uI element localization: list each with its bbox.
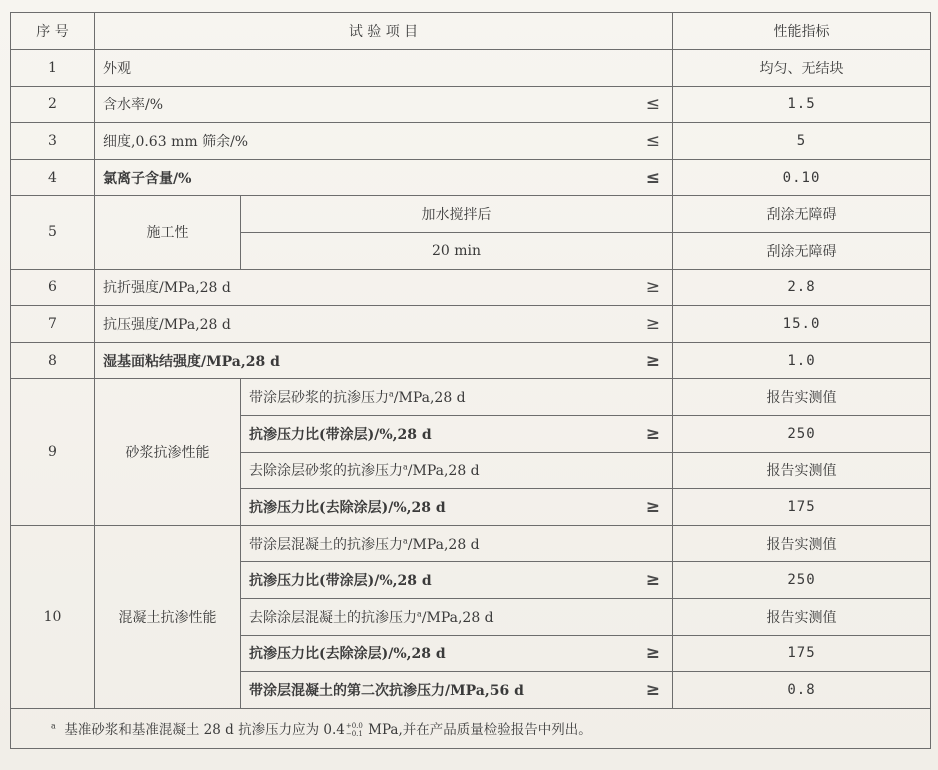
row-value: 均匀、无结块: [673, 50, 931, 87]
sub-item-name: 抗渗压力比(去除涂层)/%,28 d: [249, 646, 446, 663]
table-row: [11, 306, 931, 343]
comparison-symbol: ≥: [645, 350, 661, 371]
row-value: 0.10: [673, 159, 931, 196]
footnote: [11, 708, 931, 748]
tolerance-lower: −0.1: [345, 730, 363, 739]
sub-item-name: 带涂层混凝土的抗渗压力: [249, 536, 403, 553]
footnote-ref: a: [403, 535, 408, 545]
footnote-row: [11, 708, 931, 748]
footnote-ref: a: [403, 462, 408, 472]
row-value: 250: [673, 415, 931, 452]
row-value: 1.0: [673, 342, 931, 379]
footnote-text-before: 基准砂浆和基准混凝土 28 d 抗渗压力应为 0.4: [64, 721, 345, 738]
row-value: 报告实测值: [673, 598, 931, 635]
item-name: 湿基面粘结强度/MPa,28 d: [103, 353, 280, 370]
sub-item: [241, 415, 673, 452]
sub-item: [241, 525, 673, 562]
row-item: [95, 123, 673, 160]
row-item: [95, 86, 673, 123]
sub-item: [241, 598, 673, 635]
performance-spec-table: [10, 12, 931, 749]
row-value: 15.0: [673, 306, 931, 343]
row-value: 报告实测值: [673, 452, 931, 489]
row-item: [95, 269, 673, 306]
row-value: 175: [673, 489, 931, 526]
row-no: 2: [11, 86, 95, 123]
item-name: 抗折强度/MPa,28 d: [103, 280, 231, 297]
item-name: 细度,0.63 mm 筛余/%: [103, 133, 249, 150]
comparison-symbol: ≥: [645, 313, 661, 334]
table-row: [11, 342, 931, 379]
item-name: 外观: [103, 60, 131, 77]
sub-item-name: 带涂层砂浆的抗渗压力: [249, 390, 389, 407]
comparison-symbol: ≥: [645, 643, 661, 664]
sub-item: [241, 379, 673, 416]
row-value: 175: [673, 635, 931, 672]
comparison-symbol: ≥: [645, 277, 661, 298]
sub-item: [241, 562, 673, 599]
sub-item-name: 带涂层混凝土的第二次抗渗压力/MPa,56 d: [249, 682, 524, 699]
header-item: 试 验 项 目: [95, 13, 673, 50]
footnote-mark: a: [51, 721, 56, 731]
sub-item-name: 抗渗压力比(去除涂层)/%,28 d: [249, 499, 446, 516]
row-value: 刮涂无障碍: [673, 232, 931, 269]
item-name: 含水率/%: [103, 97, 164, 114]
footnote-text-after: MPa,并在产品质量检验报告中列出。: [363, 721, 592, 738]
table-header-row: [11, 13, 931, 50]
sub-item-unit: /MPa,28 d: [407, 463, 480, 480]
sub-item-name: 20 min: [241, 232, 673, 269]
row-value: 5: [673, 123, 931, 160]
row-value: 报告实测值: [673, 525, 931, 562]
row-no: 6: [11, 269, 95, 306]
sub-item-name: 加水搅拌后: [241, 196, 673, 233]
comparison-symbol: ≥: [645, 570, 661, 591]
row-no: 10: [11, 525, 95, 708]
sub-item: [241, 489, 673, 526]
row-value: 刮涂无障碍: [673, 196, 931, 233]
sub-item-unit: /MPa,28 d: [421, 609, 494, 626]
sub-item-name: 抗渗压力比(带涂层)/%,28 d: [249, 573, 432, 590]
sub-item-name: 去除涂层混凝土的抗渗压力: [249, 609, 417, 626]
row-item: [95, 342, 673, 379]
row-value: 0.8: [673, 672, 931, 709]
table-row: [11, 159, 931, 196]
sub-item-unit: /MPa,28 d: [393, 390, 466, 407]
table-row: [11, 379, 931, 416]
row-no: 5: [11, 196, 95, 269]
footnote-ref: a: [417, 609, 422, 619]
comparison-symbol: ≥: [645, 496, 661, 517]
comparison-symbol: ≤: [645, 130, 661, 151]
row-value: 2.8: [673, 269, 931, 306]
table-row: [11, 196, 931, 233]
row-value: 1.5: [673, 86, 931, 123]
table-row: [11, 123, 931, 160]
sub-item: [241, 452, 673, 489]
row-no: 8: [11, 342, 95, 379]
row-no: 7: [11, 306, 95, 343]
row-no: 4: [11, 159, 95, 196]
sub-item: [241, 672, 673, 709]
row-no: 1: [11, 50, 95, 87]
comparison-symbol: ≤: [645, 94, 661, 115]
row-item: [95, 306, 673, 343]
header-spec: 性能指标: [673, 13, 931, 50]
item-name: 抗压强度/MPa,28 d: [103, 316, 231, 333]
row-item: [95, 50, 673, 87]
sub-item-unit: /MPa,28 d: [407, 536, 480, 553]
group-name: 施工性: [95, 196, 241, 269]
comparison-symbol: ≤: [645, 167, 661, 188]
group-name: 混凝土抗渗性能: [95, 525, 241, 708]
comparison-symbol: ≥: [645, 423, 661, 444]
item-name: 氯离子含量/%: [103, 170, 192, 187]
group-name: 砂浆抗渗性能: [95, 379, 241, 525]
sub-item: [241, 635, 673, 672]
sub-item-name: 去除涂层砂浆的抗渗压力: [249, 463, 403, 480]
header-no: 序 号: [11, 13, 95, 50]
row-value: 250: [673, 562, 931, 599]
tolerance: [346, 722, 363, 738]
row-no: 9: [11, 379, 95, 525]
row-item: [95, 159, 673, 196]
comparison-symbol: ≥: [645, 679, 661, 700]
table-row: [11, 269, 931, 306]
table-row: [11, 86, 931, 123]
tolerance-upper: +0.0: [345, 722, 363, 731]
table-row: [11, 525, 931, 562]
row-value: 报告实测值: [673, 379, 931, 416]
row-no: 3: [11, 123, 95, 160]
sub-item-name: 抗渗压力比(带涂层)/%,28 d: [249, 426, 432, 443]
footnote-ref: a: [389, 389, 394, 399]
table-row: [11, 50, 931, 87]
